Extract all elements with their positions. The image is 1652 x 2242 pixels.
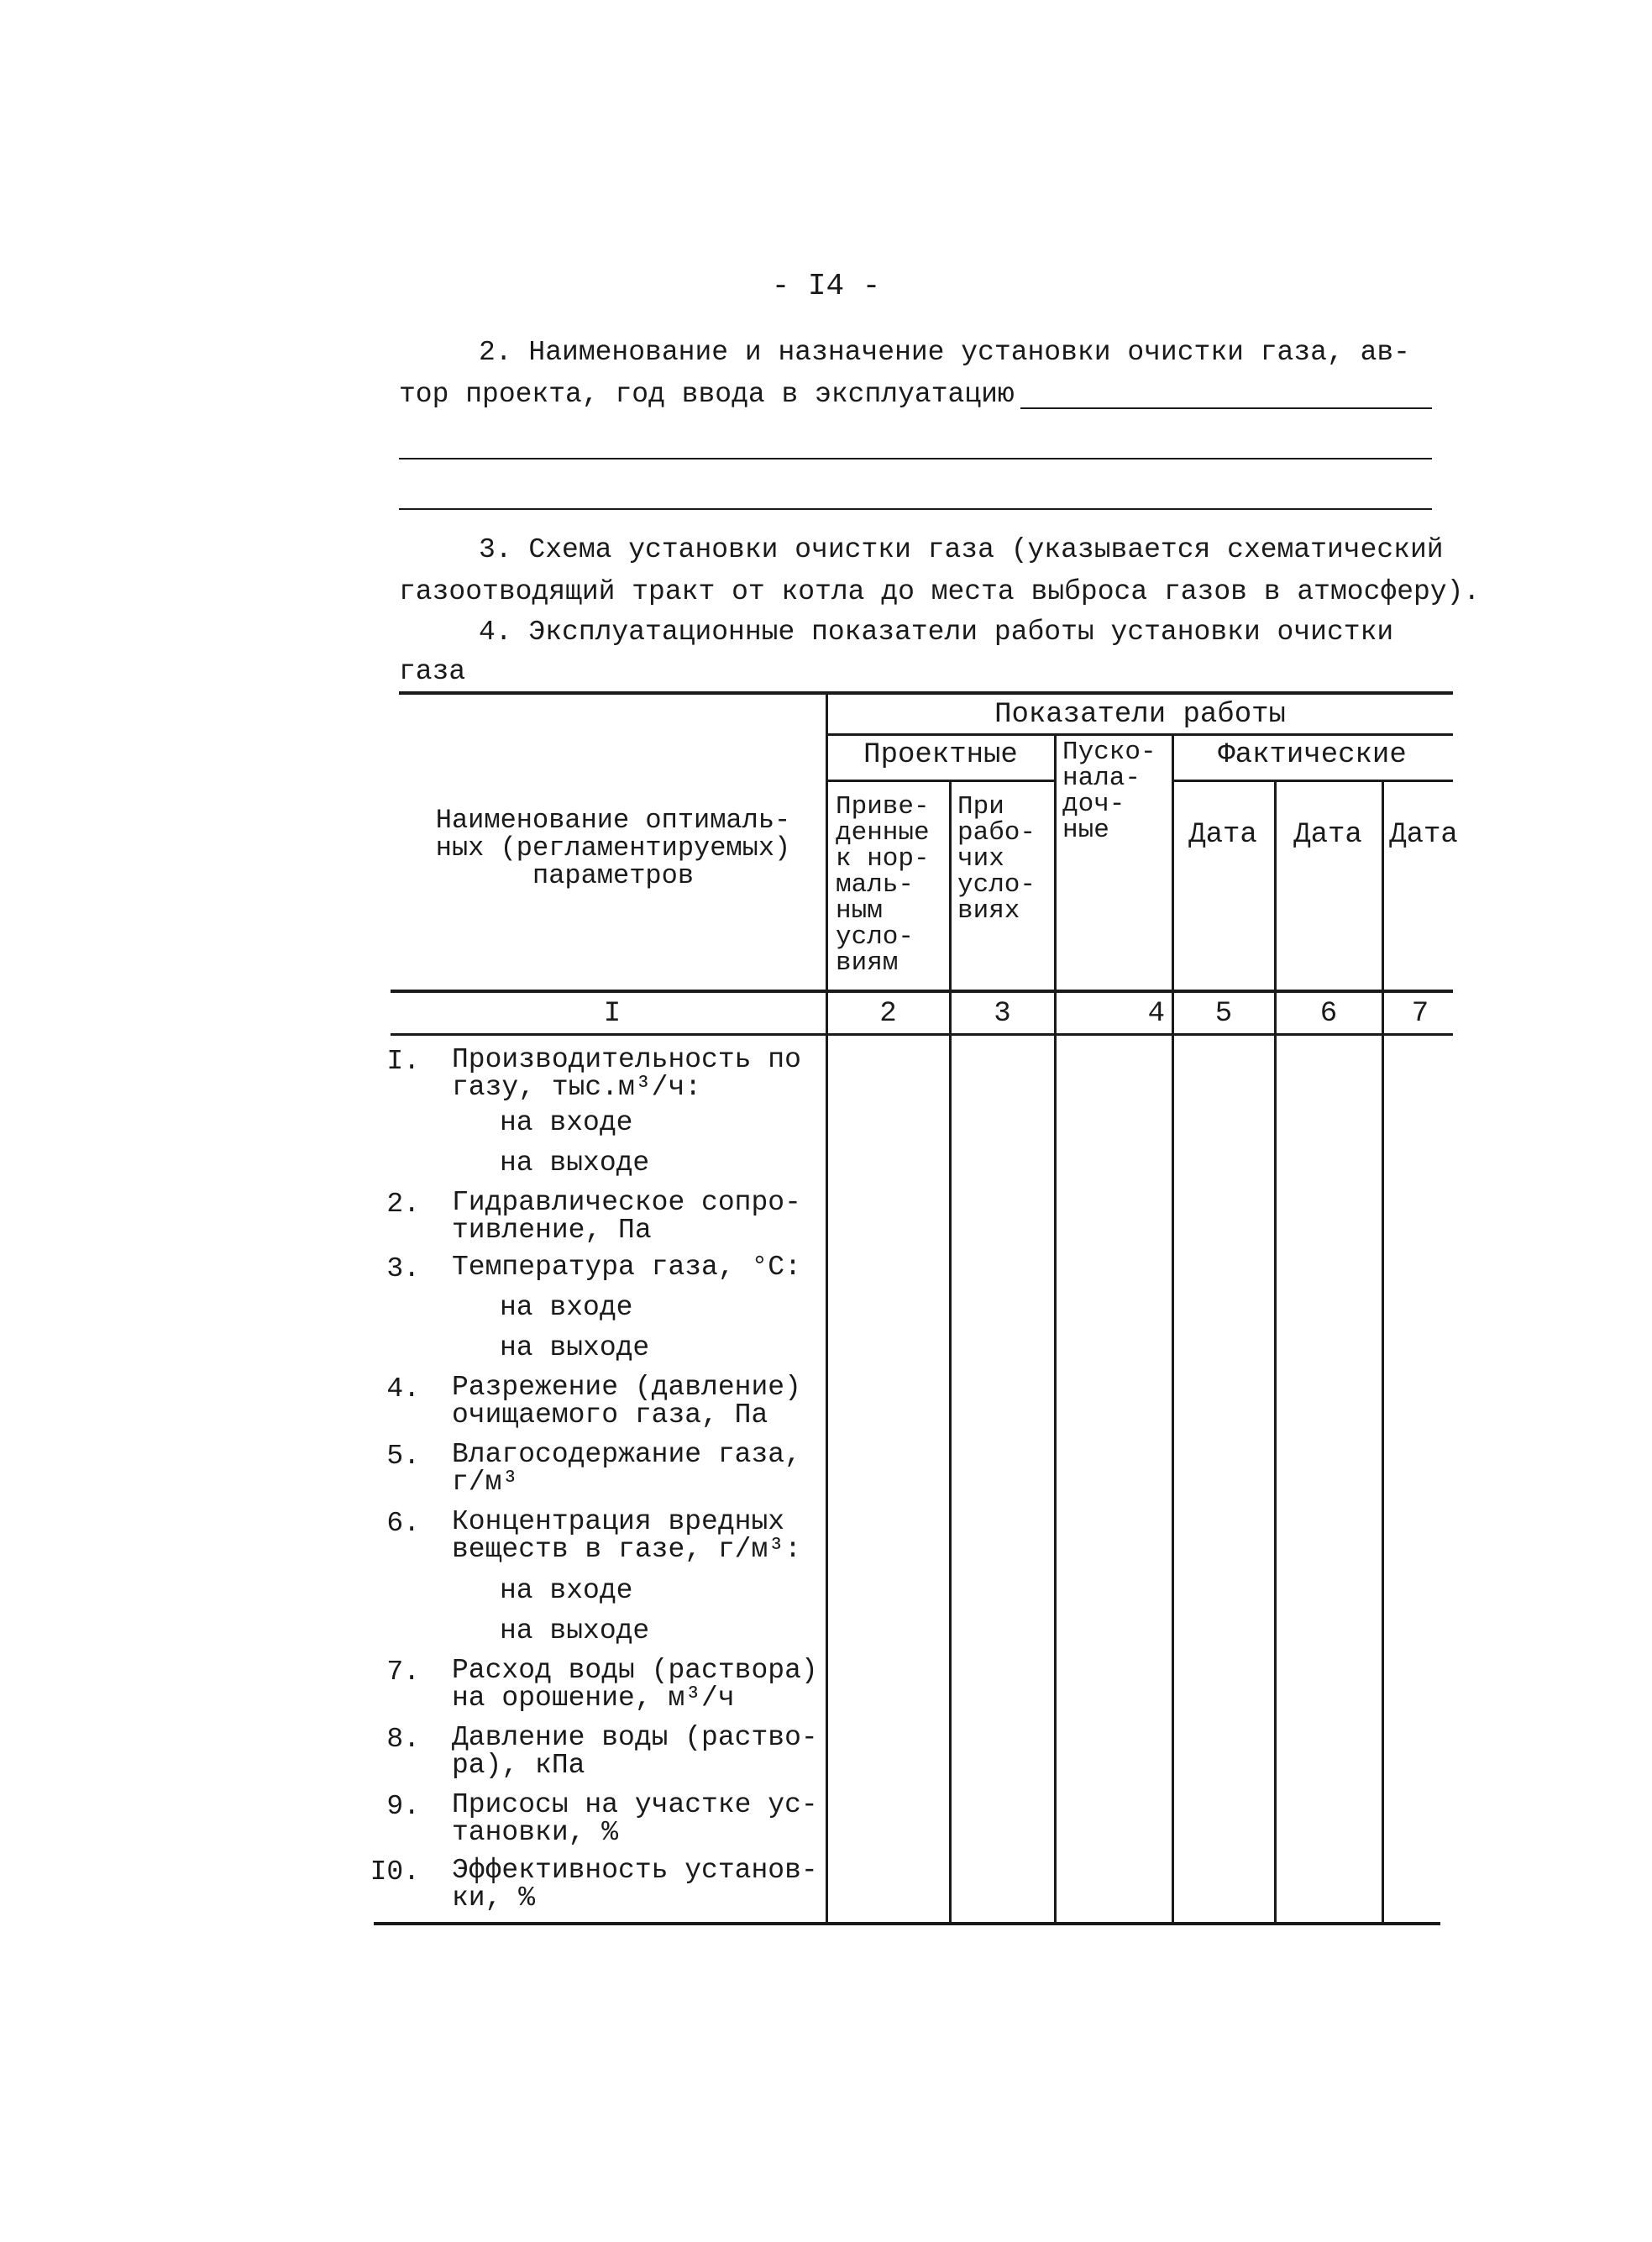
column-number-3: 3 xyxy=(994,998,1011,1030)
row-number: 6. xyxy=(386,1508,420,1539)
row-label-efficiency: Эффективность установ- ки, % xyxy=(452,1855,818,1914)
row-sub-inlet: на входе xyxy=(500,1292,633,1323)
row-label-water-pressure: Давление воды (раство- ра), кПа xyxy=(452,1722,818,1781)
page-number: - I4 - xyxy=(771,269,881,303)
row-number: I. xyxy=(386,1046,420,1077)
table-bottom-rule xyxy=(374,1922,1440,1925)
paragraph-4-line-2: газа xyxy=(399,656,466,687)
row-sub-inlet: на входе xyxy=(500,1575,633,1606)
row-label-water-flow: Расход воды (раствора) на орошение, м³/ч xyxy=(452,1655,818,1714)
header-parameter-name: Наименование оптималь- ных (регламентируемых) параметров xyxy=(435,805,791,891)
column-number-1: I xyxy=(603,998,621,1030)
row-label-capacity: Производительность по газу, тыс.м³/ч: xyxy=(452,1044,801,1103)
column-number-5: 5 xyxy=(1214,998,1233,1030)
row-number: 8. xyxy=(386,1724,420,1755)
vline-date1 xyxy=(1274,780,1277,1922)
column-number-6: 6 xyxy=(1319,998,1338,1030)
vline-working xyxy=(1054,733,1057,1922)
fill-line-2 xyxy=(399,458,1432,459)
row-sub-outlet: на выходе xyxy=(500,1615,650,1646)
header-commissioning: Пуско- нала- доч- ные xyxy=(1062,738,1156,845)
header-date-2: Дата xyxy=(1293,819,1362,851)
row-label-concentration: Концентрация вредных веществ в газе, г/м³: xyxy=(452,1506,801,1565)
header-actual: Фактические xyxy=(1218,739,1407,771)
paragraph-3-line-1: 3. Схема установки очистки газа (указывается схематический xyxy=(479,534,1444,565)
column-number-4: 4 xyxy=(1147,998,1165,1030)
header-normal-conditions: Приве- денные к нор- маль- ным усло- виям xyxy=(836,792,930,978)
vline-normal xyxy=(949,780,952,1922)
vline-commissioning xyxy=(1172,733,1174,1922)
row-label-temperature: Температура газа, °С: xyxy=(452,1252,801,1283)
header-indicators: Показатели работы xyxy=(994,699,1286,731)
fill-line-3 xyxy=(399,508,1432,510)
row-number: 2. xyxy=(386,1189,420,1220)
rule-under-actual xyxy=(1172,780,1453,782)
row-label-moisture: Влагосодержание газа, г/м³ xyxy=(452,1439,801,1498)
row-number: 7. xyxy=(386,1657,420,1688)
vline-date2 xyxy=(1382,780,1384,1922)
row-number: 9. xyxy=(386,1791,420,1822)
row-number: 4. xyxy=(386,1373,420,1405)
row-number: 3. xyxy=(386,1253,420,1284)
header-date-3: Дата xyxy=(1389,819,1458,851)
header-working-conditions: При рабо- чих усло- виях xyxy=(957,792,1036,926)
header-design: Проектные xyxy=(863,739,1018,771)
row-label-air-leakage: Присосы на участке ус- тановки, % xyxy=(452,1789,818,1848)
row-label-resistance: Гидравлическое сопро- тивление, Па xyxy=(452,1187,801,1246)
rule-under-design xyxy=(827,780,1054,782)
row-sub-outlet: на выходе xyxy=(500,1147,650,1179)
row-number: I0. xyxy=(370,1856,420,1888)
column-number-2: 2 xyxy=(879,998,897,1030)
paragraph-2-line-1: 2. Наименование и назначение установки очистки газа, ав- xyxy=(479,337,1410,368)
header-bottom-rule xyxy=(391,990,1453,993)
header-date-1: Дата xyxy=(1188,819,1257,851)
paragraph-4-line-1: 4. Эксплуатационные показатели работы установки очистки xyxy=(479,617,1394,648)
paragraph-2-line-2: тор проекта, год ввода в эксплуатацию xyxy=(399,379,1015,410)
row-sub-inlet: на входе xyxy=(500,1107,633,1138)
paragraph-3-line-2: газоотводящий тракт от котла до места выброса газов в атмосферу). xyxy=(399,576,1481,607)
vline-param xyxy=(826,691,828,1922)
row-number: 5. xyxy=(386,1441,420,1472)
fill-line-1 xyxy=(1020,407,1432,409)
colnum-bottom-rule xyxy=(391,1033,1453,1036)
row-label-vacuum: Разрежение (давление) очищаемого газа, Па xyxy=(452,1372,801,1431)
table-top-rule xyxy=(399,691,1453,695)
column-number-7: 7 xyxy=(1411,998,1429,1030)
row-sub-outlet: на выходе xyxy=(500,1332,650,1363)
rule-under-indicators xyxy=(827,733,1453,736)
